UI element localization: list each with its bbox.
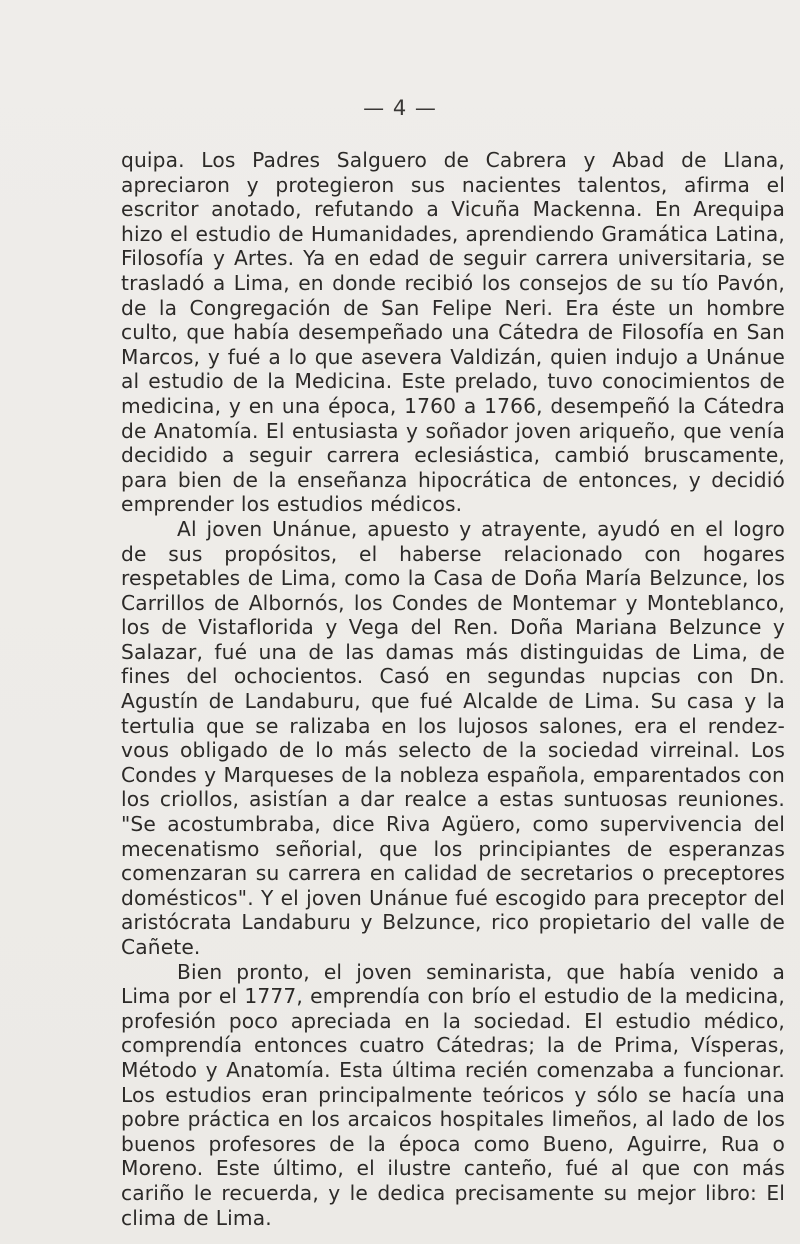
- page-number: — 4 —: [363, 96, 437, 120]
- paragraph-2: Al joven Unánue, apuesto y atrayente, ayudó en el logro de sus propósitos, el haberse relacionado con hogares respetables de Lima, como la Casa de Doña María Belzunce, los Carrillos de Albornós, los Condes de Montemar y Monteblanco, los de Vistaflorida y Vega del Ren. Doña Mariana Belzunce y Salazar, fué una de las damas más distinguidas de Lima, de fines del ochocientos. Casó en segundas nupcias con Dn. Agustín de Landaburu, que fué Alcalde de Lima. Su casa y la tertulia que se ralizaba en los lujosos salones, era el rendez-vous obligado de lo más selecto de la sociedad virreinal. Los Condes y Marqueses de la nobleza española, emparentados con los criollos, asistían a dar realce a estas suntuosas reuniones. "Se acostumbraba, dice Riva Agüero, como supervivencia del mecenatismo señorial, que los principiantes de esperanzas comenzaran su carrera en calidad de secretarios o preceptores domésticos". Y el joven Unánue fué escogido para preceptor del aristócrata Landaburu y Belzunce, rico propietario del valle de Cañete.: [121, 516, 785, 959]
- paragraph-1: quipa. Los Padres Salguero de Cabrera y Abad de Llana, apreciaron y protegieron sus nacientes talentos, afirma el escritor anotado, refutando a Vicuña Mackenna. En Arequipa hizo el estudio de Humanidades, aprendiendo Gramática Latina, Filosofía y Artes. Ya en edad de seguir carrera universitaria, se trasladó a Lima, en donde recibió los consejos de su tío Pavón, de la Congregación de San Felipe Neri. Era éste un hombre culto, que había desempeñado una Cátedra de Filosofía en San Marcos, y fué a lo que asevera Valdizán, quien indujo a Unánue al estudio de la Medicina. Este prelado, tuvo conocimientos de medicina, y en una época, 1760 a 1766, desempeñó la Cátedra de Anatomía. El entusiasta y soñador joven ariqueño, que venía decidido a seguir carrera eclesiástica, cambió bruscamente, para bien de la enseñanza hipocrática de entonces, y decidió emprender los estudios médicos.: [121, 148, 785, 517]
- body-text: [121, 148, 785, 1230]
- paragraph-3: Bien pronto, el joven seminarista, que había venido a Lima por el 1777, emprendía con brío el estudio de la medicina, profesión poco apreciada en la sociedad. El estudio médico, comprendía entonces cuatro Cátedras; la de Prima, Vísperas, Método y Anatomía. Esta última recién comenzaba a funcionar. Los estudios eran principalmente teóricos y sólo se hacía una pobre práctica en los arcaicos hospitales limeños, al lado de los buenos profesores de la época como Bueno, Aguirre, Rua o Moreno. Este último, el ilustre canteño, fué al que con más cariño le recuerda, y le dedica precisamente su mejor libro: El clima de Lima.: [121, 959, 785, 1230]
